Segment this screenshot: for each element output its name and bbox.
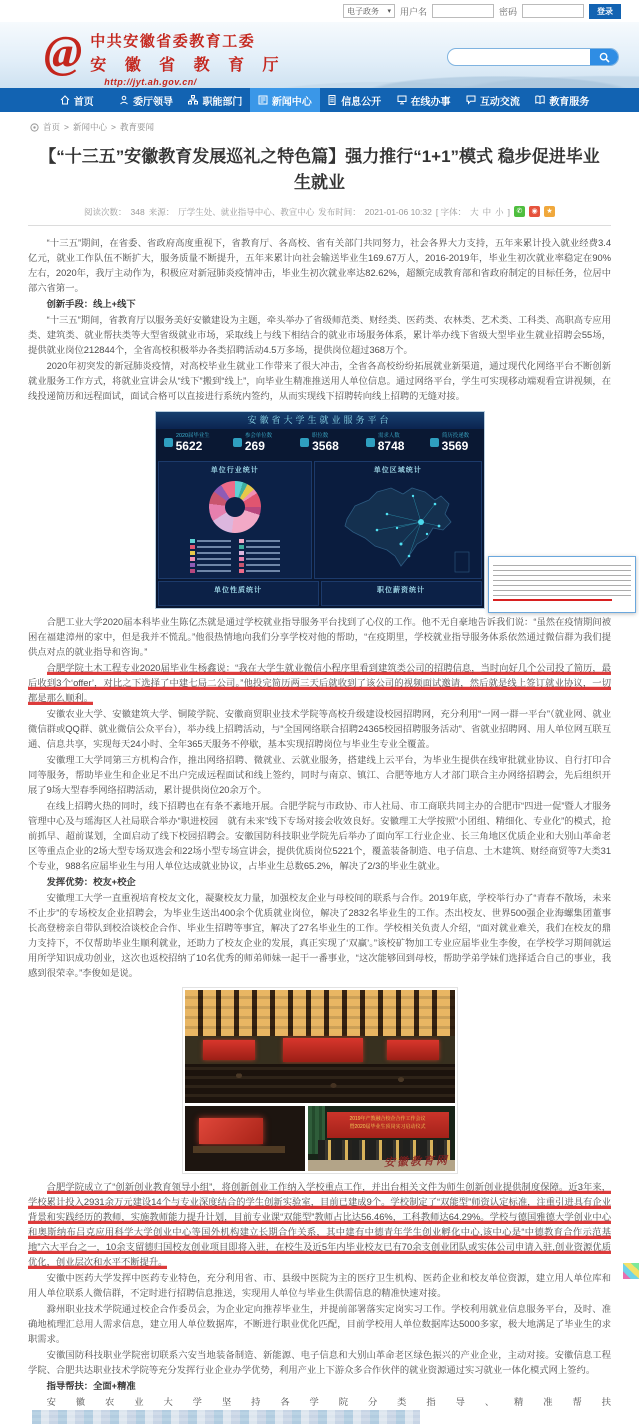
- paragraph-partial: [28, 1395, 611, 1427]
- system-select-value: 电子政务: [346, 6, 379, 16]
- nav-item-leaders[interactable]: [111, 88, 180, 112]
- breadcrumb-edu-news[interactable]: 教育要闻: [119, 122, 154, 132]
- ceiling-lights: [185, 990, 455, 1036]
- page-title: 【“十三五”安徽教育发展巡礼之特色篇】强力推行“1+1”模式 稳步促进毕业生就业: [39, 147, 600, 193]
- center-led-screen: [283, 1038, 363, 1062]
- search-input[interactable]: [448, 49, 590, 65]
- stat-label: 2020届毕业生: [175, 433, 210, 439]
- chat-icon: [466, 95, 476, 105]
- region-panel-title: 单位区域统计: [373, 466, 422, 474]
- org-name-line1: 中共安徽省委教育工委: [90, 33, 256, 50]
- stat-value: 3568: [312, 439, 339, 454]
- industry-panel-title: 单位行业统计: [210, 466, 259, 474]
- industry-donut-chart: [209, 481, 261, 533]
- graduate-icon: [164, 438, 173, 447]
- paragraph: 合肥工业大学2020届本科毕业生陈亿杰就是通过学校就业指导服务平台找到了心仪的工作。他不无自豪地告诉我们说：“虽然在疫情期间被困在福建漳州的家中，但是我并不慌乱。”他很热情地向我们分享学校对他的帮助，“在疫期里，学校就业指导服务体系依然通过微信群为我们提供点对点的就业指导和咨询。”: [28, 616, 611, 657]
- breadcrumb-separator: >: [64, 122, 69, 132]
- nav-item-interaction[interactable]: [458, 88, 527, 112]
- font-size-large[interactable]: 大: [470, 206, 479, 217]
- nav-label: 职能部门: [202, 96, 243, 108]
- article: [0, 144, 639, 1427]
- nav-item-departments[interactable]: [181, 88, 250, 112]
- paragraph: 安徽中医药大学发挥中医药专业特色，充分利用省、市、县级中医院为主的医疗卫生机构、医药企业和校友单位资源，建立用人单位库和用人单位联系人微信群，不定时进行招聘信息推送，实现用人单位与毕业生供需信息的精准快速对接。: [28, 1272, 611, 1298]
- right-led-screen: [387, 1040, 439, 1060]
- logo-emblem-icon: @: [44, 26, 83, 77]
- section-heading: 创新手段：线上+线下: [46, 298, 136, 309]
- username-input[interactable]: [432, 4, 494, 18]
- ballroom-conference-photo: [185, 990, 455, 1103]
- search-button[interactable]: [590, 49, 618, 65]
- password-label: 密码: [498, 6, 517, 17]
- location-pin-icon: [30, 123, 39, 132]
- stat-label: 需求人数: [377, 433, 400, 439]
- source-label: 来源：: [148, 206, 175, 217]
- corner-pixel-artifact: [623, 1263, 639, 1279]
- speaker-table: [193, 1146, 285, 1153]
- paragraph-underlined: [28, 661, 611, 706]
- render-artifact-strip: [32, 1410, 420, 1424]
- paragraph: 在线上招聘火热的同时，线下招聘也在有条不紊地开展。合肥学院与市政协、市人社局、市工商联共同主办的合肥市“四进一促”暨人才服务管理中心及与瑶海区人社局联合举办“职进校园 就有未来”线下专场对接会收效良好。安徽理工大学按照“小团组、精细化、专业化”的模式，抢前抓早、超前谋划，全面启动了线下校园招聘会。安徽国防科技职业学院先后举办了面向军工行业企业、长三角地区优质企业和大别山革命老区等重点企业的2场大型专场双选会和22场小型专场宣讲会，提供优质岗位5221个，覆盖装备制造、电子信息、土木建筑、财经商贸等7大类31个专业，988名应届毕业生与用人单位达成就业协议，占毕业生总数65.2%，解决了2/3的毕业生就业。: [28, 800, 611, 871]
- ceremony-banner: [327, 1112, 449, 1138]
- nav-label: 互动交流: [479, 96, 520, 108]
- views-count: 348: [130, 206, 145, 217]
- stat-label: 简历投递数: [441, 433, 469, 439]
- nav-item-online-services[interactable]: [389, 88, 458, 112]
- breadcrumb-separator: >: [111, 122, 116, 132]
- nav-label: 新闻中心: [271, 96, 312, 108]
- breadcrumb: [0, 112, 639, 138]
- left-led-screen: [203, 1040, 255, 1060]
- red-underlined-text: 合肥学院土木工程专业2020届毕业生杨鑫说：“我在大学生就业微信小程序里看到建筑类公司的招聘信息，当时向好几个公司投了简历，最后收到3个‘offer’，对比之下选择了中建七局二公司。”他投完简历两三天后就收到了该公司的视频面试邀请，然后就是线上签订就业协议，一切都是那么顺利。: [28, 662, 611, 703]
- org-name-line2: 安 徽 省 教 育 厅: [90, 57, 286, 74]
- weibo-share-icon[interactable]: ◉: [529, 206, 540, 217]
- conference-photo-collage[interactable]: [182, 987, 458, 1174]
- nav-label: 信息公开: [341, 96, 382, 108]
- publish-time-label: 发布时间：: [318, 206, 361, 217]
- section-heading: 指导帮扶：全面+精准: [46, 1380, 136, 1391]
- stat-demand: [352, 433, 418, 452]
- paragraph: 安徽理工大学一直重视培育校友文化，凝聚校友力量，加强校友企业与母校间的联系与合作。2019年底，学校举行办了“青春不散场，未来不止步”的专场校友企业招聘会，为毕业生送出400余个优质就业岗位，解决了2832名毕业生的工作。杰出校友、世界500强企业海螺集团董事长高登榜亲自带队到校洽谈校企合作、毕业生招聘等事宜，解决了27名毕业生的工作。学校相关负责人介绍，“面对就业难关，我们在校友的鼎力支持下，不仅帮助毕业生顺利就业，还助力了校友企业的发展，真正实现了‘双赢’。”该校矿物加工专业应届毕业生李俊，在学校学习期间就运用所学知识成功创业，这次也返校招纳了10名优秀的师弟师妹一起干一番事业，“这次能够回到母校，帮助学弟学妹们选择适合自己的事业，我感到很荣幸。”李俊如是说。: [28, 892, 611, 978]
- stat-value: 3569: [441, 439, 469, 454]
- stat-label: 参会单位数: [244, 433, 272, 439]
- login-button[interactable]: 登录: [589, 4, 621, 19]
- banner-line1: 2019年产教融合校企合作工作会议: [349, 1115, 426, 1122]
- chevron-down-icon: ▾: [387, 8, 391, 15]
- font-size-prefix: [ 字体：: [435, 206, 467, 217]
- site-header: [0, 22, 639, 88]
- dashboard-stats-row: [156, 429, 484, 459]
- nature-panel-title: 单位性质统计: [214, 586, 262, 594]
- stat-graduates: [156, 433, 222, 452]
- home-icon: [60, 95, 70, 105]
- views-label: 阅读次数：: [83, 206, 127, 217]
- region-stats-panel: [314, 461, 481, 579]
- nav-item-home[interactable]: [42, 88, 111, 112]
- popup-red-underline: [493, 599, 612, 601]
- username-label: 用户名: [399, 6, 427, 17]
- system-select[interactable]: [343, 4, 395, 18]
- book-icon: [535, 95, 545, 105]
- breadcrumb-news-center[interactable]: 新闻中心: [72, 122, 107, 132]
- china-map: [317, 474, 477, 578]
- nav-label: 教育服务: [549, 96, 590, 108]
- meeting-room-photo: [185, 1106, 305, 1171]
- main-nav: [0, 88, 639, 112]
- news-icon: [258, 95, 268, 105]
- banner-line2: 暨2020届毕业生顶岗实习启动仪式: [349, 1124, 426, 1131]
- stat-value: 8748: [377, 439, 405, 454]
- paragraph: “十三五”期间，省教育厅以服务美好安徽建设为主题，牵头举办了省级师范类、财经类、医药类、农林类、艺术类、工科类、高职高专应用类、建筑类、就业帮扶类等大型省级就业市场，采取线上与线下相结合的就业市场服务体系，累计举办线下省级大型毕业生就业招聘会55场，提供就业岗位212844个，全省高校积极举办各类招聘活动4.5万多场，提供岗位超过368万个。: [28, 314, 611, 355]
- font-size-suffix: ]: [507, 206, 511, 217]
- nav-item-news[interactable]: [250, 88, 319, 112]
- paragraph: 安徽国防科技职业学院密切联系六安当地装备制造、新能源、电子信息和大别山革命老区绿色振兴的产业企业，主动对接。安徽信息工程学院、合肥共达职业技术学院等充分发挥行业企业办学优势，利用产业上下游众多合作伙伴的就业资源通过实习就业一体化模式网上签约。: [28, 1349, 611, 1375]
- wechat-share-icon[interactable]: ✆: [514, 206, 525, 217]
- building-icon: [233, 438, 242, 447]
- font-size-medium[interactable]: 中: [482, 206, 492, 217]
- photo-watermark: 安徽教育网: [383, 1154, 449, 1169]
- stat-value: 5622: [175, 439, 203, 454]
- search-box: [447, 48, 619, 66]
- industry-stats-panel: [158, 461, 313, 579]
- section-heading: 发挥优势：校友+校企: [46, 876, 136, 887]
- monitor-icon: [397, 95, 407, 105]
- resume-icon: [430, 438, 439, 447]
- stat-value: 269: [244, 439, 265, 454]
- divider: [28, 225, 611, 226]
- partial-text: 安徽农业大学坚持各学院分类指导、精准帮扶: [46, 1396, 611, 1407]
- nav-label: 在线办事: [410, 96, 451, 108]
- red-presentation-screen: [199, 1118, 263, 1144]
- breadcrumb-home[interactable]: 首页: [43, 122, 61, 132]
- stat-employers: [221, 433, 287, 452]
- paragraph-underlined: [28, 1180, 611, 1270]
- red-underlined-text: 合肥学院成立了“创新创业教育领导小组”，将创新创业工作纳入学校重点工作，并出台相关文件为师生创新创业提供制度保障。近3年来，学校累计投入2931余万元建设14个与专业深度结合的学生创新实验室，目前已建成9个。学校制定了“双能型”师资认定标准，注重引进具有企业背景和实践经历的教师，实施教师能力提升计划，目前专业课“双能型”教师占比达56.46%，工科教师达64.29%。学校与德国雅德大学创业中心和奥斯纳布吕克应用科学大学创业中心等国外机构建立长期合作关系，其中建有中德青年学生创业孵化中心,该中心是“中德教育合作示范基地”六大平台之一，10余支留德归国校友创业项目即将入驻，在校生及近5年内毕业校友已有70余支创业团队或实体公司申请入驻,创业资源优质优化，创业层次和水平不断提升。: [28, 1181, 611, 1267]
- paragraph: 2020年初突发的新冠肺炎疫情，对高校毕业生就业工作带来了很大冲击，全省各高校纷纷拓展就业新渠道，通过现代化网络平台不断创新就业服务工作方式，将就业宣讲会从“线下”搬到“线上”，向毕业生精准推送用人单位信息。通过网络平台，学生可实现移动端观看宣讲视频，在线投递简历和远程面试，面试合格可以直接进行系统内签约，从而实现线下招聘转向线上招聘的无缝对接。: [28, 360, 611, 401]
- employment-platform-dashboard-image[interactable]: [155, 411, 485, 609]
- nav-label: 委厅领导: [133, 96, 174, 108]
- document-icon: [327, 95, 337, 105]
- source-value: 厅学生处、就业指导中心、教宣中心: [178, 206, 315, 217]
- stat-label: 职位数: [312, 433, 329, 439]
- audience-rows: [185, 1064, 455, 1103]
- site-logo[interactable]: [44, 26, 286, 87]
- industry-legend: [159, 539, 312, 573]
- password-input[interactable]: [522, 4, 584, 18]
- salary-stats-panel: [321, 581, 482, 606]
- favorite-star-icon[interactable]: ★: [544, 206, 555, 217]
- text-preview-popup[interactable]: [488, 556, 636, 613]
- org-chart-icon: [188, 95, 198, 105]
- stat-resumes: [418, 433, 484, 452]
- paragraph: 安徽理工大学同第三方机构合作，推出网络招聘、微就业、云就业服务，搭建线上云平台，为毕业生提供在线审批就业协议、自行打印合同等服务，帮助毕业生和企业足不出户完成远程面试和线上签约，同时与南京、镇江、合肥等地方人才部门联合主办网络招聘会，先后组织开展了9场大型春季网络招聘活动，累计提供岗位20余万个。: [28, 754, 611, 795]
- site-url: http://jyt.ah.gov.cn/: [104, 77, 197, 87]
- search-icon: [599, 52, 610, 63]
- paragraph: 安徽农业大学、安徽建筑大学、铜陵学院、安徽商贸职业技术学院等高校升级建设校园招聘网，充分利用“一网一群一平台”（就业网、就业微信群或QQ群、就业微信公众平台），举办线上招聘活动，与“全国网络联合招聘24365校园招聘服务活动”、省就业招聘网、用人单位网互联互通、信息共享，实现每天24小时、全年365天服务不停歇，基本实现招聘岗位与毕业生专业全覆盖。: [28, 708, 611, 749]
- paragraph: “十三五”期间，在省委、省政府高度重视下，省教育厅、各高校、省有关部门共同努力，社会各界大力支持，五年来累计投入就业经费3.4亿元，就业工作队伍不断扩大，服务质量不断提升，五年来累计向社会输送毕业生169.67万人，2016-2019年，毕业生初次就业率稳定在90%左右，2020年，我厅主动作为，积极应对新冠肺炎疫情冲击，毕业生初次就业率达82.62%，超额完成教育部和省政府制定的目标任务，位居中部六省第一。: [28, 237, 611, 293]
- briefcase-icon: [300, 438, 309, 447]
- person-icon: [119, 95, 129, 105]
- paragraph: 滁州职业技术学院通过校企合作委员会，为企业定向推荐毕业生，并提前部署落实定岗实习工作。学校利用就业信息服务平台，及时、准确地梳理汇总用人需求信息，建立用人单位数据库，不断进行职业优化匹配，目前学校用人单位数据库达5000多家，极大地满足了毕业生的求职需求。: [28, 1303, 611, 1344]
- dashboard-title: 安徽省大学生就业服务平台: [156, 412, 484, 429]
- nav-label: 首页: [73, 96, 94, 108]
- nav-item-info-disclosure[interactable]: [320, 88, 389, 112]
- nature-stats-panel: [158, 581, 319, 606]
- people-icon: [366, 438, 375, 447]
- salary-panel-title: 职位薪资统计: [377, 586, 425, 594]
- stat-positions: [287, 433, 353, 452]
- font-size-small[interactable]: 小: [495, 206, 504, 217]
- nav-item-edu-services[interactable]: [528, 88, 597, 112]
- article-meta: [28, 206, 611, 218]
- popup-text-lines: [493, 562, 631, 596]
- publish-time: 2021-01-06 10:32: [364, 206, 432, 217]
- top-utility-bar: [0, 0, 639, 22]
